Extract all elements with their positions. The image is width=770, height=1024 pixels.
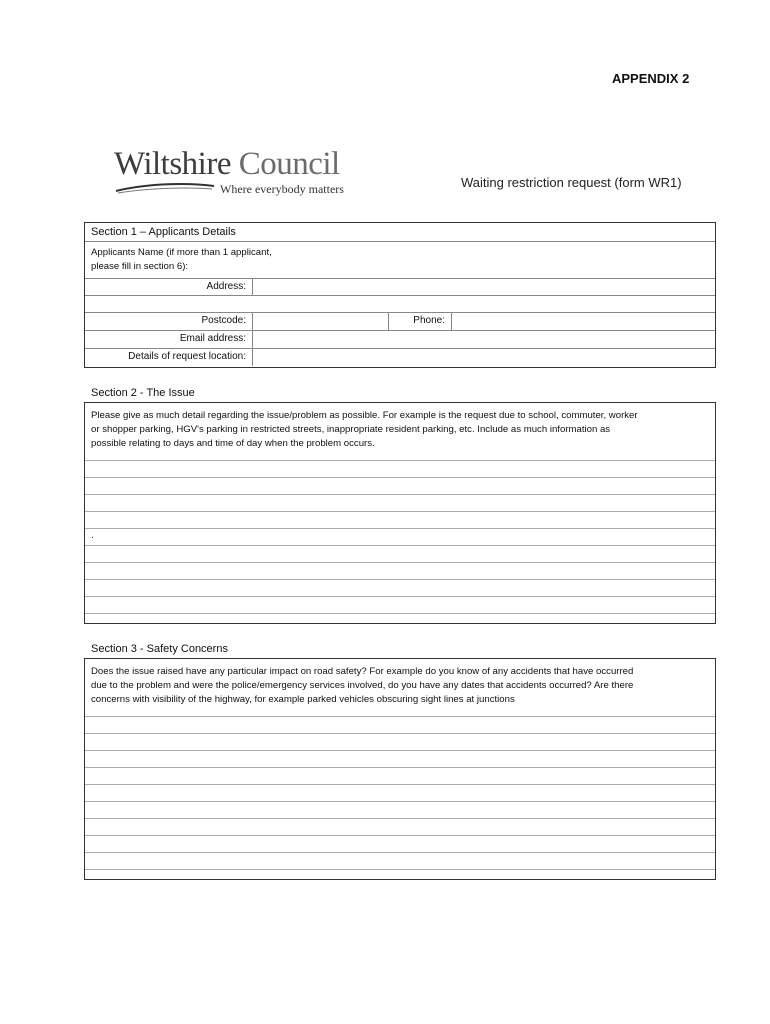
postcode-phone-row <box>85 313 715 331</box>
section3-answer-line[interactable] <box>85 869 715 883</box>
section2-answer-line[interactable] <box>85 477 715 494</box>
appendix-label: APPENDIX 2 <box>612 71 690 86</box>
section2-box <box>84 402 716 624</box>
applicants-name-label <box>85 242 715 274</box>
section2-answer-line[interactable] <box>85 579 715 596</box>
section2-answer-line[interactable] <box>85 596 715 613</box>
postcode-label: Postcode: <box>201 315 246 326</box>
email-label: Email address: <box>179 333 246 344</box>
address-label: Address: <box>206 281 246 292</box>
section2-instructions-line3: possible relating to days and time of day when the problem occurs. <box>91 438 375 449</box>
section1-table <box>84 222 716 368</box>
section1-heading: Section 1 – Applicants Details <box>91 226 236 238</box>
form-title: Waiting restriction request (form WR1) <box>461 175 682 190</box>
section3-answer-line[interactable] <box>85 733 715 750</box>
section2-answer-line[interactable] <box>85 494 715 511</box>
section3-heading: Section 3 - Safety Concerns <box>91 643 228 655</box>
applicants-name-label-line2: please fill in section 6): <box>91 261 189 272</box>
address-field[interactable] <box>252 279 715 295</box>
section2-answer-line[interactable] <box>85 528 715 545</box>
section3-instructions-line2: due to the problem and were the police/emergency services involved, do you have any dates that accidents occurred? Are there <box>91 680 634 691</box>
location-row <box>85 349 715 366</box>
location-label: Details of request location: <box>128 351 246 362</box>
section3-answer-line[interactable] <box>85 716 715 733</box>
council-logo <box>114 146 354 202</box>
applicants-name-row <box>85 242 715 279</box>
section2-answer-line[interactable] <box>85 545 715 562</box>
section3-answer-line[interactable] <box>85 835 715 852</box>
location-field[interactable] <box>252 349 715 366</box>
section3-answer-line[interactable] <box>85 784 715 801</box>
phone-label: Phone: <box>388 313 451 330</box>
logo-brand-part2: Council <box>238 146 340 182</box>
email-row <box>85 331 715 349</box>
section1-heading-row <box>85 223 715 242</box>
phone-field[interactable] <box>451 313 715 330</box>
logo-swoosh-icon <box>114 180 224 196</box>
section3-answer-line[interactable] <box>85 767 715 784</box>
section2-instructions-line1: Please give as much detail regarding the issue/problem as possible. For example is the request due to school, commuter, worker <box>91 410 638 421</box>
section3-answer-line[interactable] <box>85 750 715 767</box>
logo-tagline: Where everybody matters <box>220 182 344 196</box>
address-row-2 <box>85 296 715 313</box>
section3-answer-line[interactable] <box>85 801 715 818</box>
stray-dot: . <box>91 530 94 541</box>
section3-answer-line[interactable] <box>85 818 715 835</box>
email-field[interactable] <box>252 331 715 348</box>
section3-answer-line[interactable] <box>85 852 715 869</box>
section2-instructions-line2: or shopper parking, HGV's parking in restricted streets, inappropriate resident parking, etc. Include as much information as <box>91 424 611 435</box>
logo-brand-part1: Wiltshire <box>114 146 231 182</box>
logo-wordmark <box>114 146 340 182</box>
section2-answer-line[interactable] <box>85 562 715 579</box>
section3-instructions-line1: Does the issue raised have any particular impact on road safety? For example do you know of any accidents that have occurred <box>91 666 634 677</box>
section3-box <box>84 658 716 880</box>
section3-instructions-line3: concerns with visibility of the highway, for example parked vehicles obscuring sight lines at junctions <box>91 694 515 705</box>
section2-instructions <box>85 403 715 460</box>
applicants-name-label-line1: Applicants Name (if more than 1 applicant, <box>91 247 272 258</box>
section3-instructions <box>85 659 715 716</box>
section2-answer-line[interactable] <box>85 511 715 528</box>
address-field-line2[interactable] <box>85 296 715 312</box>
postcode-field[interactable] <box>252 313 388 330</box>
section2-heading: Section 2 - The Issue <box>91 387 195 399</box>
section2-answer-line[interactable] <box>85 613 715 627</box>
address-row <box>85 279 715 296</box>
section2-answer-line[interactable] <box>85 460 715 477</box>
